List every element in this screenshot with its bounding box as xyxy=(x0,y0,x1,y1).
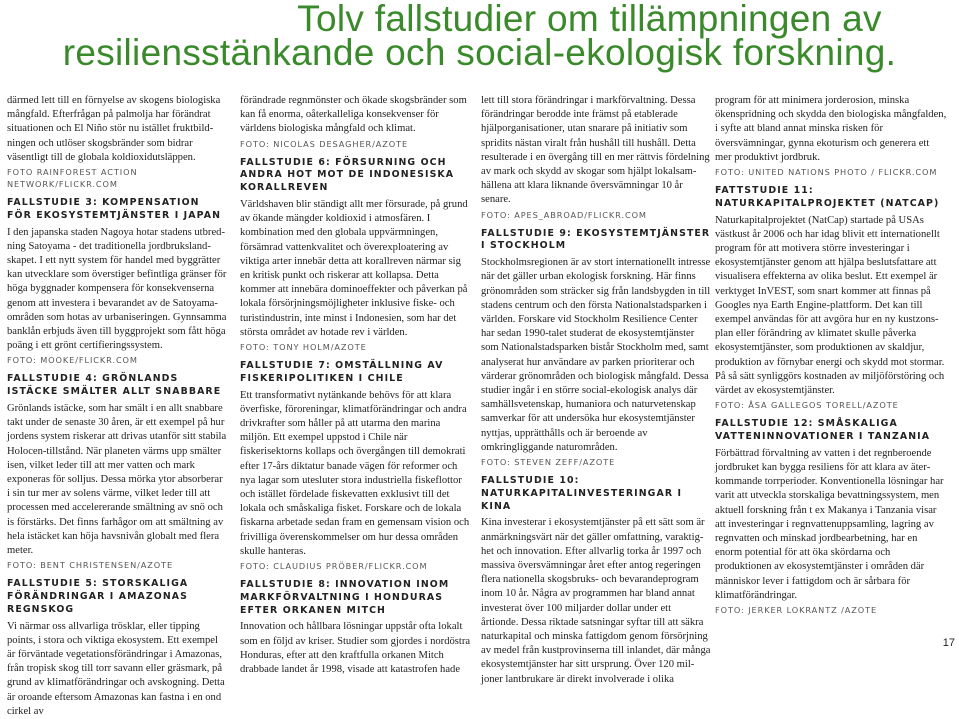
case-study-heading: FATTSTUDIE 11: NATURKAPITALPROJEKTET (NATCAP) xyxy=(715,185,940,209)
case-study-heading: FALLSTUDIE 7: OMSTÄLLNING AV FISKERIPOLITIKEN I CHILE xyxy=(240,360,444,384)
column-2 xyxy=(240,94,472,677)
column-3 xyxy=(481,94,711,687)
photo-credit: FOTO: NICOLAS DESAGHER/AZOTE xyxy=(240,138,409,149)
photo-credit: FOTO: BENT CHRISTENSEN/AZOTE xyxy=(7,560,174,571)
body-paragraph: program för att minimera jorderosion, minska ökenspridning och skydda den biologiska mångfalden, i syfte att bland annat minska risken för översvämningar, gynna ekoturism och generera ett mer produktivt jordbruk. xyxy=(715,95,947,163)
case-study-heading: FALLSTUDIE 8: INNOVATION INOM MARKFÖRVALTNING I HONDURAS EFTER ORKANEN MITCH xyxy=(240,579,450,616)
photo-credit: FOTO: TONY HOLM/AZOTE xyxy=(240,342,367,353)
page-title xyxy=(0,0,959,73)
title-line-1: Tolv fallstudier om tillämpningen av xyxy=(297,0,882,39)
case-study-heading: FALLSTUDIE 10: NATURKAPITALINVESTERINGAR I KINA xyxy=(481,475,683,512)
case-study-heading: FALLSTUDIE 5: STORSKALIGA FÖRÄNDRINGAR I AMAZONAS REGNSKOG xyxy=(7,578,189,615)
article-columns xyxy=(0,94,959,717)
photo-credit: FOTO: MOOKE/FLICKR.COM xyxy=(7,355,138,366)
body-paragraph: Ett transformativt nytänkande behövs för att klara överfiske, föroreningar, klimatförändringar och andra drivkrafter som håller på att utarma den marina miljön. Ett exempel uppstod i Chile när fiskerisektorns kollaps och övergången till demokrati efter 17-års diktatur banade vägen för reformer och nya lagar som utesluter stora industriella fiskeflottor och istället fördelade fiskevatten exklusivt till det lokala och småskaliga fisket. Forskare och de lokala fiskarna arbetade sedan fram en gemensam vision och frivilliga överenskommelser om hur dessa områden skulle hanteras. xyxy=(240,389,470,557)
body-paragraph: förändrade regnmönster och ökade skogsbränder som kan få enorma, oåterkalleliga konsekvenser för världens biologiska mångfald och klimat. xyxy=(240,95,467,135)
column-1 xyxy=(7,94,227,719)
body-paragraph: Kina investerar i ekosystemtjänster på ett sätt som är anmärkningsvärt när det gäller omfattning, varaktighet och innovation. Efter allvarlig torka år 1997 och massiva översvämningar året efter antog regeringen flera nationella skogsbruks- och bevarandeprogram inom 10 år. Några av programmen har bland annat investerat över 100 miljarder dollar under ett årtionde. Dessa riktade satsningar syftar till att säkra naturkapital och minska fattigdom genom försörjning av medel från kustprovinserna till inlandet, där många ekosystemtjänster har sitt ursprung. Över 120 miljoner lantbrukare är direkt involverade i olika xyxy=(481,517,711,685)
body-paragraph: därmed lett till en förnyelse av skogens biologiska mångfald. Efterfrågan på palmolja har förändrat situationen och El Niño stör nu istället fruktbildningen och utlöser skogsbränder som bidrar väsentligt till de globala koldioxidutsläppen. xyxy=(7,95,221,163)
case-study-heading: FALLSTUDIE 9: EKOSYSTEMTJÄNSTER I STOCKHOLM xyxy=(481,227,711,252)
case-study-heading: FALLSTUDIE 4: GRÖNLANDS ISTÄCKE SMÄLTER ALLT SNABBARE xyxy=(7,373,222,398)
photo-credit: FOTO: UNITED NATIONS PHOTO / FLICKR.COM xyxy=(715,167,938,178)
body-paragraph: Förbättrad förvaltning av vatten i det regnberoende jordbruket kan bygga resiliens för att klara av äterkommande torrperioder. Konventionella lösningar har varit att utveckla storskaliga bevattningssystem, men aktuell forskning från t ex Makanya i Tanzania visar att investeringar i regnvattenuppsamling, lagring av regnvatten och minskad jordbearbetning, har en enorm potential för att öka skördarna och produktionen av ekosystemtjänster i områden där människor lever i fattigdom och är sårbara för klimatförändringar. xyxy=(715,447,944,601)
photo-credit: FOTO RAINFOREST ACTION NETWORK/FLICKR.COM xyxy=(7,167,138,190)
body-paragraph: Naturkapitalprojektet (NatCap) startade på USAs västkust år 2006 och har idag blivit ett internationellt program för att motivera större investeringar i ekosystemtjänster genom att hjälpa beslutsfattare att visualisera effekterna av olika beslut. Ett exempel är verktyget InVEST, som snart kommer att finnas på Googles nya Earth Engine-plattform. Det kan till exempel användas för att avgöra hur en ny kustzonsplan eller förändring av klimatet skulle påverka ekosystemtjänster, som produktionen av skaldjur, produktion av förnybar energi och skydd mot stormar. På så sätt synliggörs kostnaden av miljöförstöring och värdet av ekosystemtjänster. xyxy=(715,214,945,397)
body-paragraph: I den japanska staden Nagoya hotar stadens utbredning Satoyama - det traditionella jordbrukslandskapet. I ett nytt system för handel med byggrätter kan utvecklare som överstiger befintliga gränser för höga byggnader kompensera för konsekvenserna genom att investera i bevarandet av de Satoyama-områden som hotas av urbaniseringen. Gynnsamma banklån erbjuds även till byggprojekt som fått höga poäng i ett grönt certifieringssystem. xyxy=(7,226,227,352)
body-paragraph: Världshaven blir ständigt allt mer försurade, på grund av ökande mängder koldioxid i atmosfären. I kombination med den globala uppvärmningen, försämrad vattenkvalitet och överexploatering av viktiga arter innebär detta att korallreven närmar sig en kritisk punkt och riskerar att kollapsa. Detta kommer att innebära dominoeffekter och påverkan på lokala försörjningsmöjligheter inklusive fiske- och turistindustrin, inte minst i Indonesien, som har det största området av hotade rev i världen. xyxy=(240,199,468,338)
case-study-heading: FALLSTUDIE 12: SMÅSKALIGA VATTENINNOVATIONER I TANZANIA xyxy=(715,418,931,443)
photo-credit: FOTO: JERKER LOKRANTZ /AZOTE xyxy=(715,605,878,616)
body-paragraph: lett till stora förändringar i markförvaltning. Dessa förändringar berodde inte främst på etablerade hjälporganisationer, utan snarare på initiativ som spridits nästan viralt från hushåll till hushåll. Detta resulterade i en övergång till en mer rättvis fördelning av mark och skydd av skogar som hjälpt lokalsamhällena att klara liknande översvämningar 10 år senare. xyxy=(481,95,710,206)
title-line-2: resiliensstänkande och social-ekologisk forskning. xyxy=(62,32,897,73)
page-number: 17 xyxy=(942,637,955,649)
case-study-heading: FALLSTUDIE 6: FÖRSURNING OCH ANDRA HOT MOT DE INDONESISKA KORALLREVEN xyxy=(240,156,455,194)
body-paragraph: Vi närmar oss allvarliga trösklar, eller tipping points, i stora och viktiga ekosystem. Ett exempel är förväntade vegetationsförändringar i Amazonas, från tropisk skog till torr savann eller gräsmark, på grund av klimatförändringar och avskogning. Detta är oroande eftersom Amazonas kan fastna i en ond cirkel av xyxy=(7,620,225,717)
body-paragraph: Innovation och hållbara lösningar uppstår ofta lokalt som en följd av kriser. Studier som gjordes i nordöstra Honduras, efter att den kraftfulla orkanen Mitch drabbade landet år 1998, visade att katastrofen hade xyxy=(240,621,471,676)
body-paragraph: Stockholmsregionen är av stort internationellt intresse när det gäller urban ekologisk forskning. Här finns grönområden som sträcker sig från landsbygden in till stadens centrum och den första Nationalstadsparken i världen. Forskare vid Stockholm Resilience Center har sedan 1990-talet studerat de ekosystemtjänster som Nationalstadsparken bistår Stockholm med, samt analyserat hur användare av parken prioriterar och värderar grönområden och biologisk mångfald. Dessa studier ingår i en större social-ekologisk analys där samhällsvetenskap, humaniora och naturvetenskap samverkar för att undersöka hur ekosystemtjänster nyttjas, upprätthålls och är beroende av omkringliggande naturområden. xyxy=(481,257,711,453)
photo-credit: FOTO: APES_ABROAD/FLICKR.COM xyxy=(481,209,647,220)
body-paragraph: Grönlands istäcke, som har smält i en allt snabbare takt under de senaste 30 åren, är ett exempel på hur jordens system riskerar att drivas utanför sitt stabila Holocen-tillstånd. När planeten värms upp smälter isen, vilket leder till att mer vatten och mark exponeras för solljus. Dessa mörka ytor absorberar i sin tur mer av solens värme, vilket leder till att processen med accelererande smältning av snö och is förstärks. Det finns farhågor om att smältning av hela istäcket kan höja havsnivån globalt med flera meter. xyxy=(7,403,227,557)
column-4 xyxy=(715,94,947,620)
case-study-heading: FALLSTUDIE 3: KOMPENSATION FÖR EKOSYSTEMTJÄNSTER I JAPAN xyxy=(7,197,222,221)
photo-credit: FOTO: CLAUDIUS PRÖBER/FLICKR.COM xyxy=(240,561,428,572)
photo-credit: FOTO: ÅSA GALLEGOS TORELL/AZOTE xyxy=(715,400,899,411)
photo-credit: FOTO: STEVEN ZEFF/AZOTE xyxy=(481,457,616,468)
